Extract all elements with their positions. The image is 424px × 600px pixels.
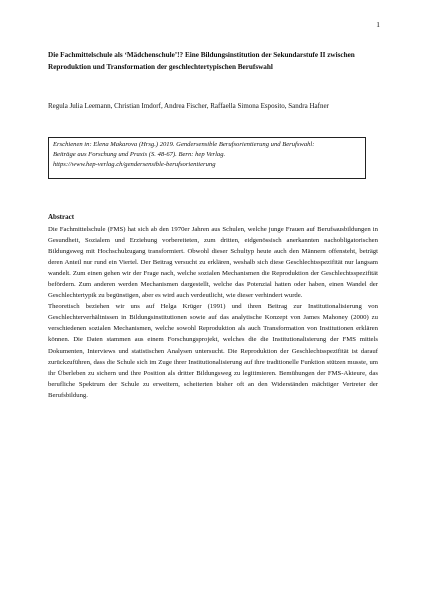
page-number: 1	[376, 20, 380, 29]
citation-line-1: Erschienen in: Elena Makarova (Hrsg.) 2019. Gendersensible Berufsorientierung und Berufswahl:	[53, 141, 315, 148]
citation-box	[48, 137, 366, 179]
abstract-body	[48, 224, 378, 401]
paper-title: Die Fachmittelschule als ‘Mädchenschule’!? Eine Bildungsinstitution der Sekundarstufe II zwischen Reproduktion und Transformation der geschlechtertypischen Berufswahl	[48, 51, 355, 71]
abstract-heading: Abstract	[48, 213, 75, 221]
abstract-paragraph-2: Theoretisch beziehen wir uns auf Helga Krüger (1991) und ihren Beitrag zur Institutionalisierung von Geschlechterverhältnissen in Bildungsinstitutionen sowie auf das analytische Konzept von James Mahoney (2000) zu verschiedenen sozialen Mechanismen, welche sowohl Reproduktion als auch Transformation von Institutionen erklären können. Die Daten stammen aus einem Forschungsprojekt, welches die die Institutionalisierung der FMS mittels Dokumenten, Interviews und statistischen Analysen untersucht. Die Reproduktion der Geschlechtsspezifität ist darauf zurückzuführen, dass die Schule sich im Zuge ihrer Institutionalisierung auf ihre traditionelle Funktion stützen musste, um ihr Überleben zu sichern und ihre Position als dritter Bildungsweg zu legitimieren. Bemühungen der FMS-Akteure, das berufliche Spektrum der Schule zu erweitern, scheiterten bisher oft an den Widerständen mächtiger Vertreter der Berufsbildung.	[48, 303, 378, 399]
abstract-paragraph-1: Die Fachmittelschule (FMS) hat sich ab den 1970er Jahren aus Schulen, welche junge Frauen auf Berufsausbildungen in Gesundheit, Sozialem und Erziehung vorbereiteten, zum dritten, eidgenössisch anerkannten nachobligatorischen Bildungsweg mit Hochschulzugang transformiert. Obwohl dieser Schultyp heute auch den Männern offensteht, beträgt deren Anteil nur rund ein Viertel. Der Beitrag versucht zu erklären, weshalb sich diese Geschlechtsspezifität nur langsam wandelt. Zum einen gehen wir der Frage nach, welche sozialen Mechanismen die Reproduktion der Geschlechtsspezifität befördern. Zum anderen werden Mechanismen dargestellt, welche das Potenzial hatten oder haben, einen Wandel der Geschlechtertypik zu begünstigen, aber es wird auch verdeutlicht, wie dieser verhindert wurde.	[48, 226, 378, 300]
citation-line-2: Beiträge aus Forschung und Praxis (S. 48-67). Bern: hep Verlag.	[53, 151, 226, 158]
citation-url[interactable]: https://www.hep-verlag.ch/gendersensible-berufsorientierung	[53, 161, 216, 168]
author-list: Regula Julia Leemann, Christian Imdorf, Andrea Fischer, Raffaella Simona Esposito, Sandra Hafner	[48, 102, 329, 110]
